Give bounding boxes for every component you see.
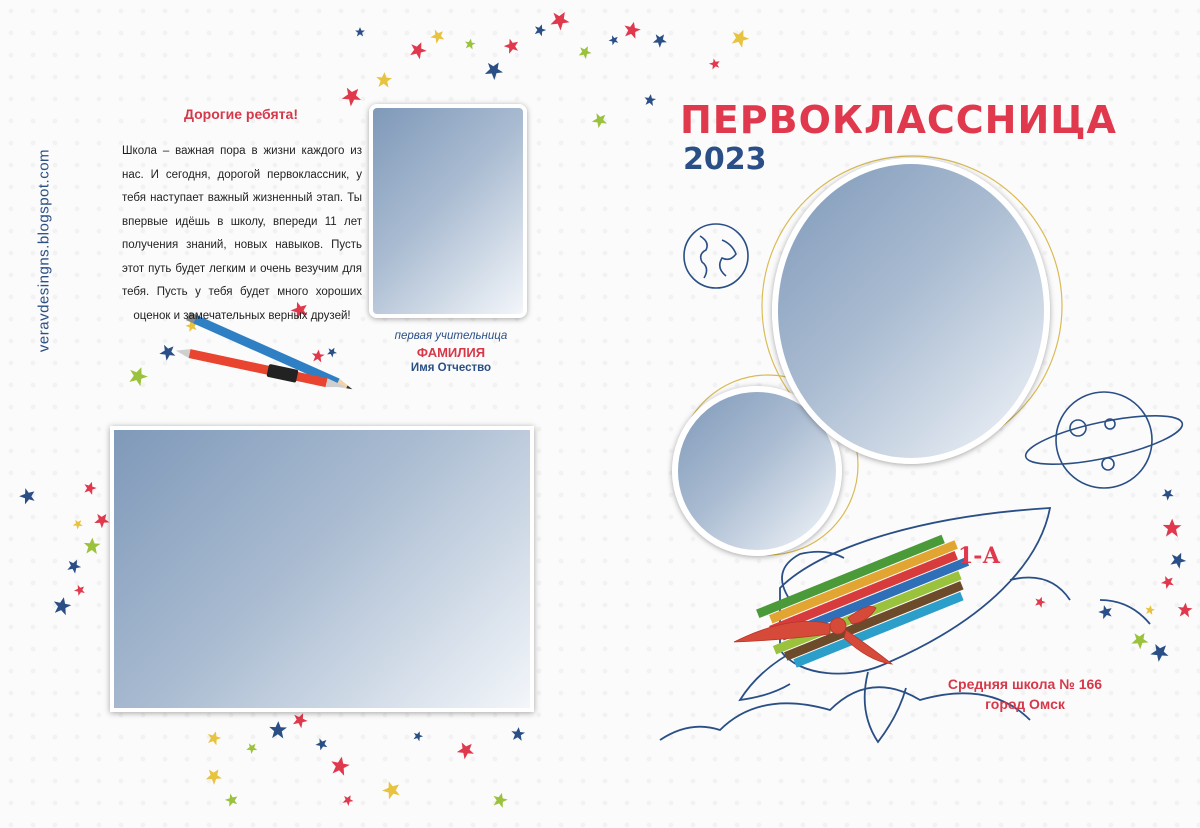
blog-url	[22, 110, 62, 410]
main-circle-photo-placeholder[interactable]	[772, 158, 1050, 464]
school-info	[930, 674, 1120, 714]
star-icon	[464, 38, 476, 50]
star-icon	[65, 557, 83, 575]
star-icon	[622, 20, 642, 40]
star-icon	[355, 27, 365, 36]
star-icon	[325, 345, 338, 358]
star-icon	[376, 72, 393, 88]
planet-icon	[1022, 392, 1186, 488]
cover-year: 2023	[683, 142, 767, 177]
teacher-photo-placeholder[interactable]	[369, 104, 527, 318]
greeting-title: Дорогие ребята!	[183, 106, 298, 122]
star-icon	[269, 721, 287, 739]
star-icon	[651, 30, 670, 49]
star-icon	[1177, 602, 1193, 618]
star-icon	[82, 480, 98, 496]
star-icon	[314, 736, 330, 752]
star-icon	[429, 26, 448, 45]
star-icon	[52, 595, 73, 615]
star-icon	[708, 57, 722, 72]
star-icon	[83, 537, 101, 554]
teacher-surname: ФАМИЛИЯ	[416, 345, 486, 360]
star-icon	[482, 58, 506, 82]
star-icon	[73, 582, 88, 597]
class-photo-placeholder[interactable]	[110, 426, 534, 712]
star-icon	[311, 349, 325, 363]
star-icon	[1129, 628, 1152, 651]
star-icon	[407, 39, 429, 60]
star-icon	[412, 730, 424, 742]
star-icon	[71, 517, 85, 531]
star-icon	[502, 36, 522, 56]
star-icon	[1144, 604, 1155, 615]
star-icon	[224, 791, 241, 808]
star-icon	[1162, 518, 1181, 536]
star-icon	[290, 710, 309, 729]
blog-url-text: veravdesingns.blogspot.com	[35, 148, 53, 353]
star-icon	[577, 43, 594, 60]
star-icon	[126, 364, 150, 388]
star-icon	[643, 93, 656, 106]
star-icon	[590, 110, 611, 131]
star-icon	[729, 26, 752, 49]
star-icon	[1168, 550, 1189, 570]
cover-title: ПЕРВОКЛАССНИЦА	[680, 98, 1117, 142]
school-name: Средняя школа № 166	[947, 676, 1103, 692]
star-icon	[157, 341, 179, 363]
star-icon	[17, 485, 39, 507]
star-icon	[206, 729, 223, 746]
star-icon	[380, 778, 404, 803]
star-icon	[1097, 602, 1116, 621]
star-icon	[533, 23, 548, 37]
star-icon	[245, 740, 260, 755]
star-icon	[339, 83, 365, 109]
school-city: город Омск	[985, 696, 1065, 712]
star-icon	[1160, 486, 1176, 502]
star-icon	[607, 33, 621, 47]
star-icon	[203, 765, 225, 786]
star-icon	[455, 738, 478, 761]
star-icon	[510, 726, 525, 741]
globe-icon	[684, 224, 748, 288]
star-icon	[1033, 595, 1047, 608]
teacher-names: Имя Отчество	[410, 362, 492, 374]
star-icon	[547, 7, 572, 32]
teacher-role: первая учительница	[394, 330, 508, 342]
star-icon	[1159, 573, 1177, 591]
star-icon	[341, 793, 355, 807]
star-icon	[1148, 639, 1173, 664]
star-icon	[329, 755, 351, 776]
star-icon	[491, 791, 509, 809]
class-label: 1-А	[958, 543, 1001, 569]
greeting-text: Школа – важная пора в жизни каждого из нас. И сегодня, дорогой первоклассник, у тебя наступает важный жизненный этап. Ты впервые идёшь в школу, впереди 11 лет получения знаний, новых навыков. Пусть этот путь будет легким и очень везучим для тебя. Пусть у тебя будет много хороших оценок и замечательных верных друзей!	[122, 145, 362, 322]
